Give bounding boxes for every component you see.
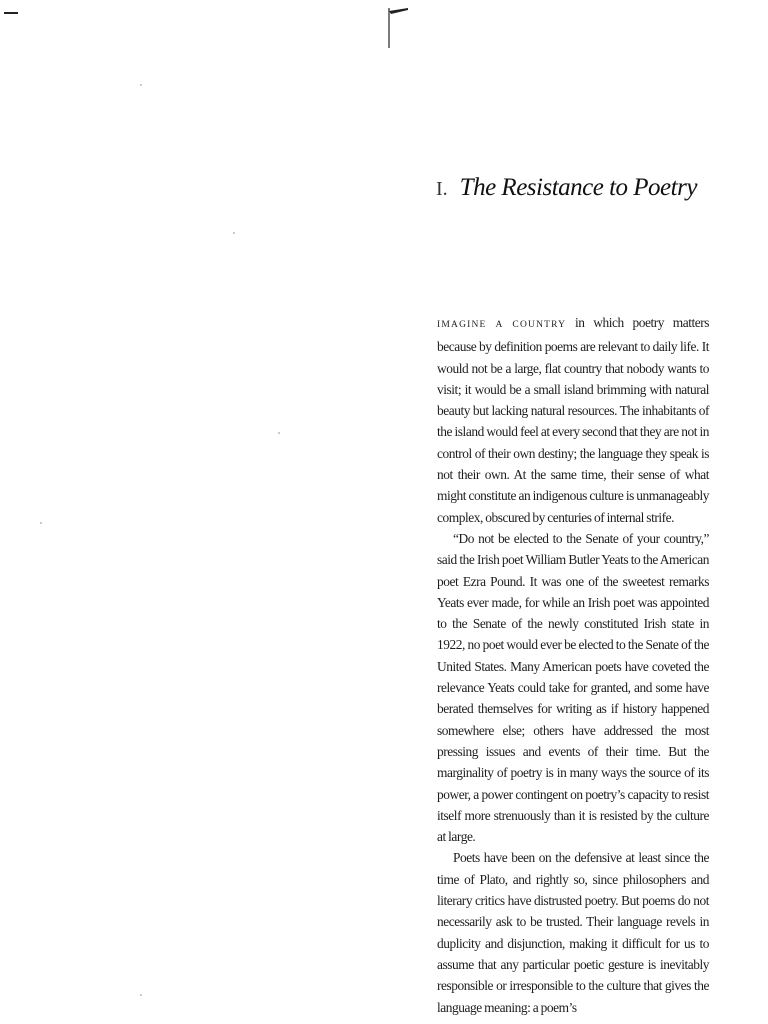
chapter-number: I. — [436, 178, 448, 200]
paragraph-2 — [437, 528, 709, 847]
scan-corner-mark-icon — [388, 8, 410, 48]
paragraph-text: Poets have been on the defensive at least since the time of Plato, and rightly so, since philosophers and literary critics have distrusted poetry. But poems do not necessarily ask to be trusted. Their language revels in duplicity and disjunction, making it difficult for us to assume that any particular poetic gesture is inevitably responsible or irresponsible to the culture that gives the language meaning: a poem’s — [437, 850, 709, 1015]
chapter-body — [437, 312, 709, 1018]
chapter-heading — [436, 174, 736, 202]
scan-dust-speck — [233, 232, 235, 234]
scan-edge-mark-left — [4, 12, 18, 14]
paragraph-1 — [437, 312, 709, 528]
scan-dust-speck — [40, 522, 42, 524]
scan-dust-speck — [140, 84, 142, 86]
scan-dust-speck — [278, 432, 280, 434]
paragraph-text: in which poetry matters because by definition poems are relevant to daily life. It would not be a large, flat country that nobody wants to visit; it would be a small island brimming with natural beauty but lacking natural resources. The inhabitants of the island would feel at every second that they are not in control of their own destiny; the language they speak is not their own. At the same time, their sense of what might constitute an indigenous culture is unmanageably complex, obscured by centuries of internal strife. — [437, 315, 710, 525]
paragraph-3 — [437, 847, 709, 1017]
paragraph-text: “Do not be elected to the Senate of your country,” said the Irish poet William Butler Yeats to the American poet Ezra Pound. It was one of the sweetest remarks Yeats ever made, for while an Irish poet was appointed to the Senate of the newly constituted Irish state in 1922, no poet would ever be elected to the Senate of the United States. Many American poets have coveted the relevance Yeats could take for granted, and some have berated themselves for writing as if history happened somewhere else; others have addressed the most pressing issues and events of their time. But the marginality of poetry is in many ways the source of its power, a power contingent on poetry’s capacity to resist itself more strenuously than it is resisted by the culture at large. — [437, 530, 709, 845]
chapter-title: The Resistance to Poetry — [459, 174, 697, 201]
scan-dust-speck — [140, 994, 142, 996]
paragraph-lead-in: IMAGINE A COUNTRY — [437, 320, 567, 330]
